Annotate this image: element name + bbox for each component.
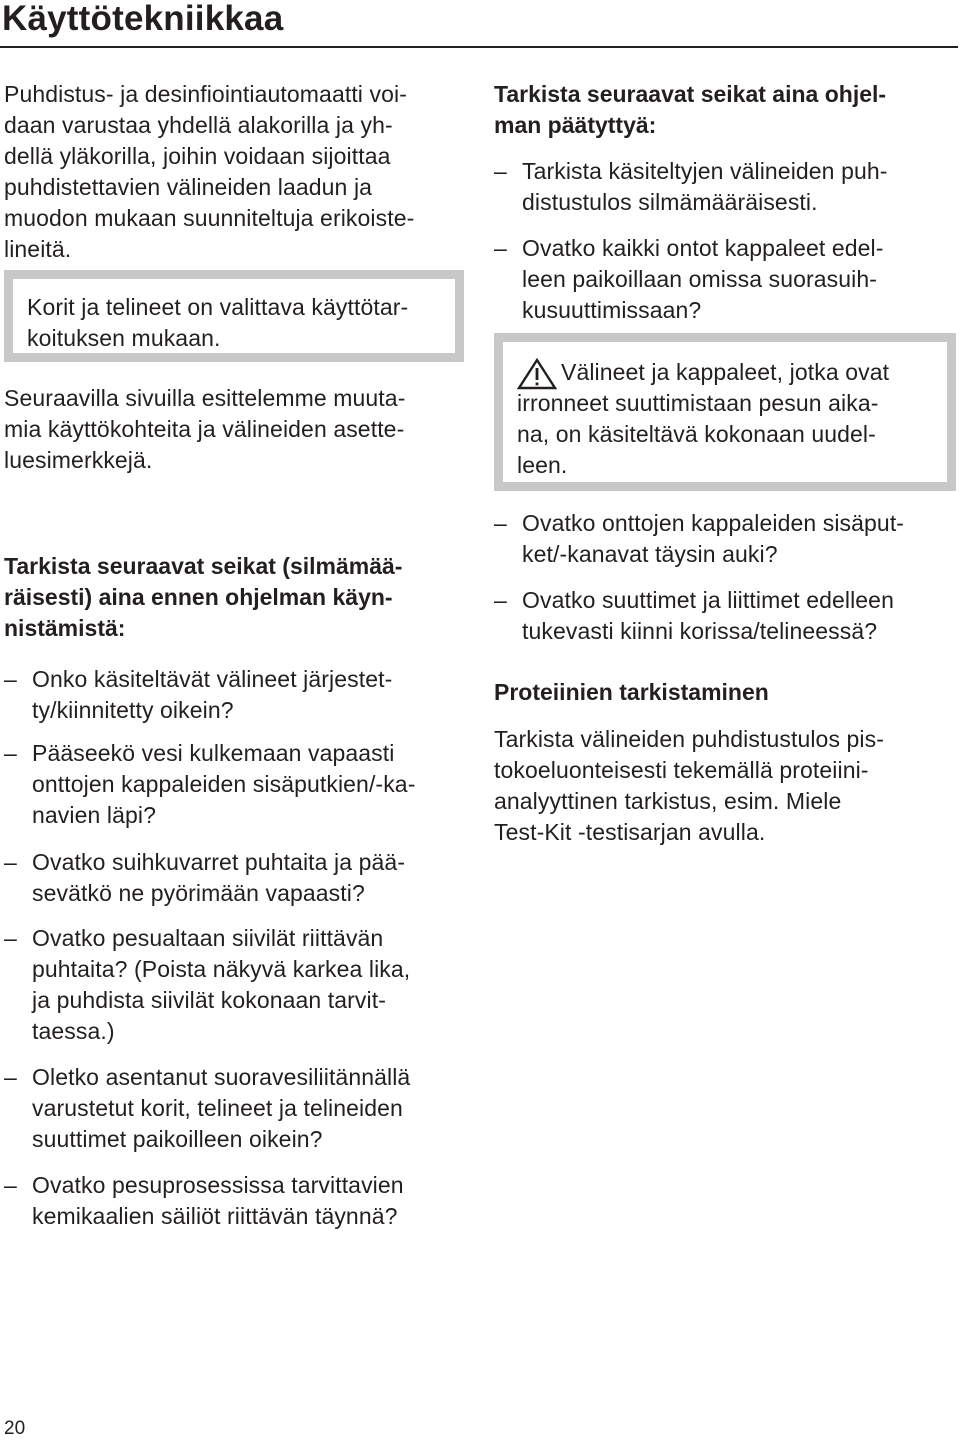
list-item-text: Oletko asentanut suoravesiliitännällä varustetut korit, telineet ja telineiden suuttimet paikoilleen oikein?	[32, 1064, 411, 1152]
list-item-text: Ovatko kaikki ontot kappaleet edel- leen paikoillaan omissa suorasuih- kusuuttimissaan?	[522, 235, 884, 323]
dash-marker: –	[4, 1172, 17, 1198]
note-text: Korit ja telineet on valittava käyttötar- koituksen mukaan.	[27, 294, 409, 351]
dash-marker: –	[4, 849, 17, 875]
dash-marker: –	[4, 740, 17, 766]
post-program-heading: Tarkista seuraavat seikat aina ohjel- man päätyttyä:	[494, 81, 887, 138]
list-item-text: Onko käsiteltävät välineet järjestet- ty/kiinnitetty oikein?	[32, 666, 393, 723]
list-item-text: Tarkista käsiteltyjen välineiden puh- distustulos silmämääräisesti.	[522, 158, 888, 215]
dash-marker: –	[4, 925, 17, 951]
dash-marker: –	[4, 666, 17, 692]
page-number: 20	[4, 1418, 26, 1439]
warning-box	[494, 333, 956, 491]
list-item-text: Ovatko pesuprosessissa tarvittavien kemikaalien säiliöt riittävän täynnä?	[32, 1172, 404, 1229]
protein-heading: Proteiinien tarkistaminen	[494, 679, 769, 705]
warning-text: Välineet ja kappaleet, jotka ovat irronneet suuttimistaan pesun aika- na, on käsiteltävä kokonaan uudel- leen.	[517, 359, 890, 478]
dash-marker: –	[4, 1064, 17, 1090]
page-title: Käyttötekniikkaa	[2, 0, 284, 38]
pre-program-heading: Tarkista seuraavat seikat (silmämää- räisesti) aina ennen ohjelman käyn- nistämistä:	[4, 553, 403, 641]
list-item-text: Ovatko suihkuvarret puhtaita ja pää- sevätkö ne pyörimään vapaasti?	[32, 849, 406, 906]
dash-marker: –	[494, 235, 507, 261]
note-box	[4, 270, 464, 362]
protein-paragraph: Tarkista välineiden puhdistustulos pis- tokoeluonteisesti tekemällä proteiini- analyyttinen tarkistus, esim. Miele Test-Kit -testisarjan avulla.	[494, 726, 884, 845]
dash-marker: –	[494, 158, 507, 184]
dash-marker: –	[494, 510, 507, 536]
list-item-text: Ovatko suuttimet ja liittimet edelleen tukevasti kiinni korissa/telineessä?	[522, 587, 894, 644]
list-item-text: Pääseekö vesi kulkemaan vapaasti onttojen kappaleiden sisäputkien/-ka- navien läpi?	[32, 740, 416, 828]
list-item-text: Ovatko pesualtaan siivilät riittävän puhtaita? (Poista näkyvä karkea lika, ja puhdista siivilät kokonaan tarvit- taessa.)	[32, 925, 411, 1044]
intro-paragraph-2: Seuraavilla sivuilla esittelemme muuta- mia käyttökohteita ja välineiden asette- luesimerkkejä.	[4, 385, 406, 473]
dash-marker: –	[494, 587, 507, 613]
title-rule	[0, 46, 958, 48]
list-item-text: Ovatko onttojen kappaleiden sisäput- ket/-kanavat täysin auki?	[522, 510, 905, 567]
intro-paragraph: Puhdistus- ja desinfiointiautomaatti voi- daan varustaa yhdellä alakorilla ja yh- dellä yläkorilla, joihin voidaan sijoittaa puhdistettavien välineiden laadun ja muodon mukaan suunniteltuja erikoiste- lineitä.	[4, 81, 415, 262]
